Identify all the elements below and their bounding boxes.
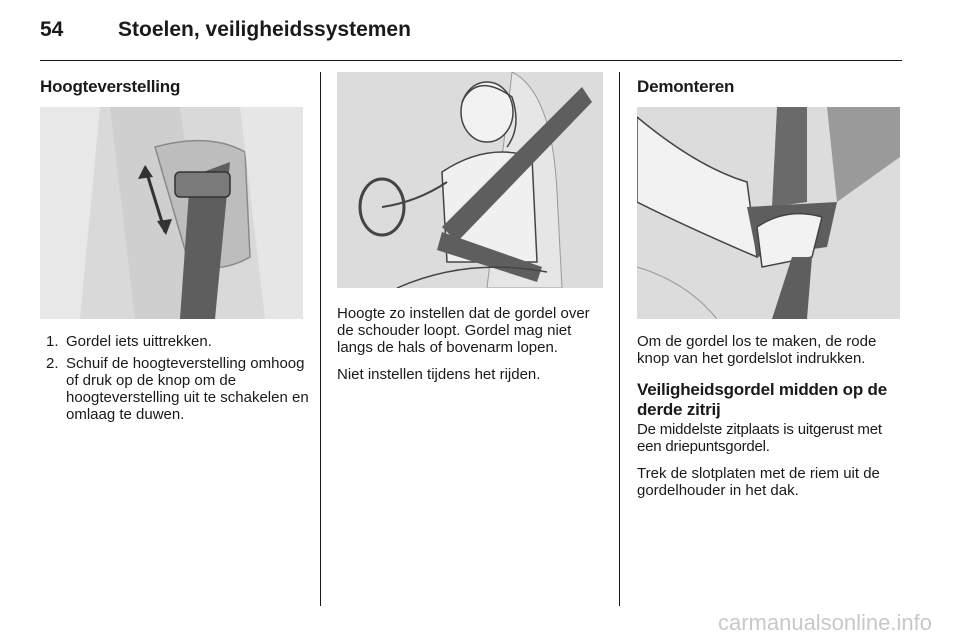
steps-list: [40, 333, 310, 428]
step-text: Schuif de hoogteverstelling omhoog of druk op de knop om de hoogteverstelling uit te schakelen en omlaag te duwen.: [66, 355, 309, 423]
figure-belt-release: [637, 107, 900, 319]
paragraph-adjust-height: Hoogte zo instellen dat de gordel over de schouder loopt. Gordel mag niet langs de hals of bovenarm lopen.: [337, 305, 590, 356]
step-number: 2.: [46, 355, 59, 372]
section-heading-demonteren: Demonteren: [637, 77, 735, 96]
section-heading-middle-seat: Veiligheidsgordel midden op de derde zitrij: [637, 380, 887, 419]
column-3: [637, 77, 901, 97]
paragraph-pull-latch-plates: Trek de slotplaten met de riem uit de gordelhouder in het dak.: [637, 465, 880, 499]
figure-driver-with-belt: [337, 72, 603, 288]
figure-height-adjuster: [40, 107, 303, 319]
page-number: 54: [40, 18, 64, 41]
paragraph-not-while-driving: Niet instellen tijdens het rijden.: [337, 366, 541, 383]
column-1: [40, 77, 304, 97]
step-2: [40, 355, 310, 423]
step-text: Gordel iets uittrekken.: [66, 333, 212, 350]
column-3-text: [637, 333, 901, 499]
step-1: [40, 333, 310, 350]
page-title: Stoelen, veiligheidssystemen: [118, 18, 411, 41]
column-divider-1: [320, 72, 321, 606]
section-heading-hoogteverstelling: Hoogteverstelling: [40, 77, 181, 96]
paragraph-three-point-belt: De middelste zitplaats is uitgerust met een driepuntsgordel.: [637, 421, 882, 455]
column-divider-2: [619, 72, 620, 606]
header-rule: [40, 60, 902, 61]
step-number: 1.: [46, 333, 59, 350]
paragraph-release: Om de gordel los te maken, de rode knop van het gordelslot indrukken.: [637, 333, 877, 367]
watermark: carmanualsonline.info: [717, 610, 932, 635]
column-2-text: [337, 305, 607, 383]
